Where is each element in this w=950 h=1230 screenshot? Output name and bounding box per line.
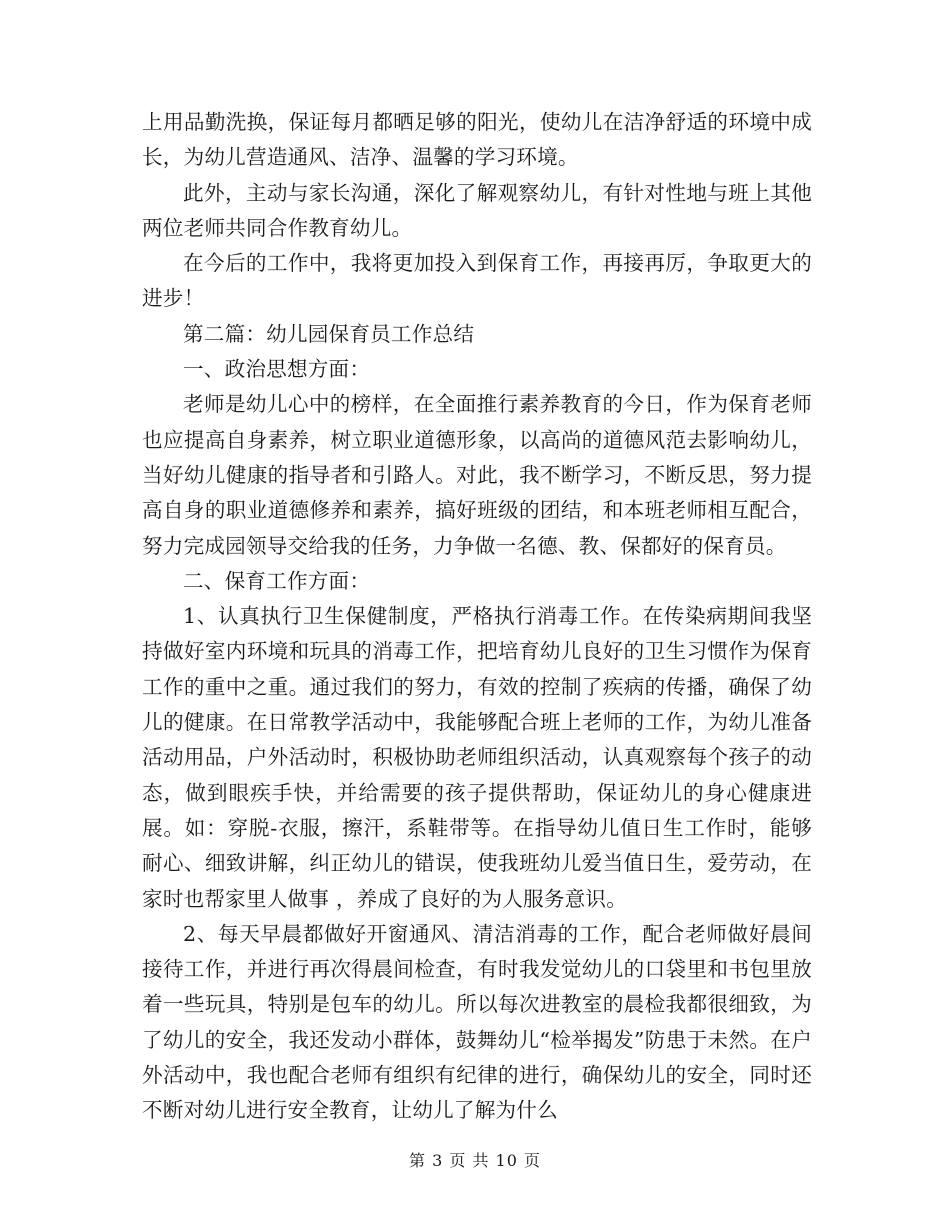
section-title-part-two: 第二篇：幼儿园保育员工作总结	[183, 321, 475, 346]
paragraph-hygiene-system: 1、认真执行卫生保健制度，严格执行消毒工作。在传染病期间我坚持做好室内环境和玩具的消毒工作，把培育幼儿良好的卫生习惯作为保育工作的重中之重。通过我们的努力，有效的控制了疾病的传播，确保了幼儿的健康。在日常教学活动中，我能够配合班上老师的工作，为幼儿准备活动用品，户外活动时，积极协助老师组织活动，认真观察每个孩子的动态，做到眼疾手快，并给需要的孩子提供帮助，保证幼儿的身心健康进展。如：穿脱-衣服，擦汗，系鞋带等。在指导幼儿值日生工作时，能够耐心、细致讲解，纠正幼儿的错误，使我班幼儿爱当值日生，爱劳动，在家时也帮家里人做事 ，养成了良好的为人服务意识。	[142, 604, 812, 911]
paragraph-continuation: 上用品勤洗换，保证每月都晒足够的阳光，使幼儿在洁净舒适的环境中成长，为幼儿营造通风、洁净、温馨的学习环境。	[142, 110, 812, 170]
heading-political-thought: 一、政治思想方面：	[183, 357, 371, 382]
page-number-footer: 第 3 页 共 10 页	[409, 1151, 541, 1170]
heading-childcare-work: 二、保育工作方面：	[183, 568, 371, 593]
paragraph-morning-check: 2、每天早晨都做好开窗通风、清洁消毒的工作，配合老师做好晨间接待工作，并进行再次得晨间检查，有时我发觉幼儿的口袋里和书包里放着一些玩具，特别是包车的幼儿。所以每次进教室的晨检我都很细致，为了幼儿的安全，我还发动小群体，鼓舞幼儿“检举揭发”防患于未然。在户外活动中，我也配合老师有组织有纪律的进行，确保幼儿的安全，同时还不断对幼儿进行安全教育，让幼儿了解为什么	[142, 921, 812, 1123]
paragraph-role-model: 老师是幼儿心中的榜样，在全面推行素养教育的今日，作为保育老师也应提高自身素养，树立职业道德形象，以高尚的道德风范去影响幼儿，当好幼儿健康的指导者和引路人。对此，我不断学习，不断反思，努力提高自身的职业道德修养和素养，搞好班级的团结，和本班老师相互配合，努力完成园领导交给我的任务，力争做一名德、教、保都好的保育员。	[142, 392, 812, 558]
document-body	[142, 105, 812, 1129]
paragraph-parent-communication: 此外，主动与家长沟通，深化了解观察幼儿，有针对性地与班上其他两位老师共同合作教育幼儿。	[142, 180, 812, 240]
paragraph-future-work: 在今后的工作中，我将更加投入到保育工作，再接再厉，争取更大的进步！	[142, 251, 812, 311]
